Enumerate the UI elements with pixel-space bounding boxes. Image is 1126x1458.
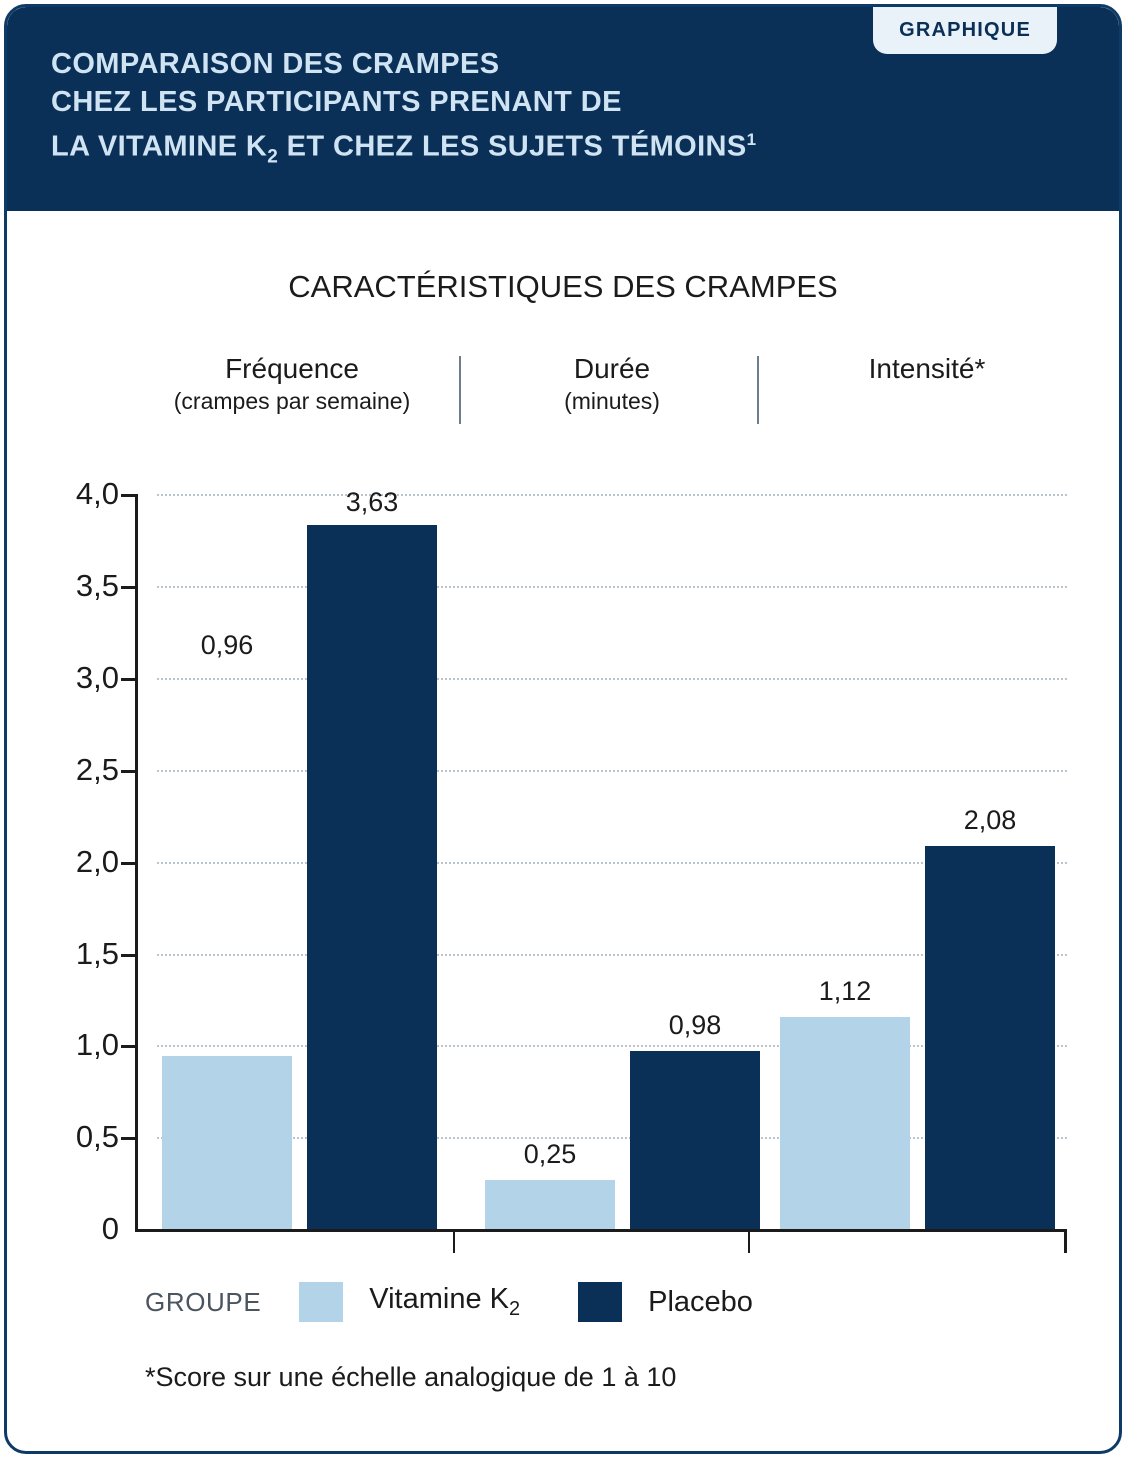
chart-title: CARACTÉRISTIQUES DES CRAMPES [288, 269, 838, 304]
title-line-1: COMPARAISON DES CRAMPES [51, 48, 500, 80]
gridline [157, 586, 1067, 588]
plot-area [75, 476, 1067, 1246]
footnote: *Score sur une échelle analogique de 1 à 10 [145, 1362, 677, 1392]
bar-value-label: 2,08 [963, 805, 1017, 835]
bar-frequence-placebo [307, 525, 437, 1229]
title-line-2: CHEZ LES PARTICIPANTS PRENANT DE [51, 86, 622, 118]
y-tick-mark [121, 1137, 135, 1140]
legend [145, 1282, 795, 1322]
y-tick-mark [121, 954, 135, 957]
badge-graphique: GRAPHIQUE [873, 5, 1057, 54]
title-subscript: 2 [267, 146, 279, 168]
legend-swatch-placebo [578, 1282, 622, 1322]
y-axis [135, 494, 138, 1229]
legend-label-text: Vitamine K [369, 1283, 510, 1316]
y-tick-label: 1,5 [75, 936, 119, 971]
legend-label-subscript: 2 [509, 1297, 521, 1320]
category-header-frequence [127, 352, 457, 416]
bar-intensite-placebo [925, 846, 1055, 1229]
bar-value-label: 3,63 [345, 487, 399, 517]
y-tick-label: 3,0 [75, 660, 119, 695]
y-tick-mark [121, 862, 135, 865]
y-tick-label: 3,5 [75, 568, 119, 603]
bar-duree-vitamine-k2 [485, 1180, 615, 1229]
x-axis-separator-2 [748, 1229, 750, 1253]
y-tick-mark [121, 770, 135, 773]
title-line-3a: LA VITAMINE K [51, 130, 268, 163]
title-line-3b: ET CHEZ LES SUJETS TÉMOINS [278, 130, 747, 163]
category-divider-2 [757, 356, 759, 424]
category-name: Fréquence [225, 353, 359, 384]
y-tick-mark [121, 586, 135, 589]
legend-label-placebo: Placebo [648, 1285, 753, 1318]
y-tick-mark [121, 494, 135, 497]
category-unit: (crampes par semaine) [173, 388, 411, 414]
category-name: Intensité* [868, 353, 986, 384]
x-axis [135, 1229, 1067, 1232]
y-tick-label: 0 [101, 1211, 119, 1246]
y-tick-label: 0,5 [75, 1119, 119, 1154]
y-tick-mark [121, 1045, 135, 1048]
gridline [157, 770, 1067, 772]
bar-value-label: 0,96 [200, 630, 254, 660]
bar-value-label: 0,25 [523, 1139, 577, 1169]
category-unit: (minutes) [564, 388, 660, 414]
category-headers [117, 352, 1077, 432]
category-divider-1 [459, 356, 461, 424]
legend-label-vitamine-k2 [369, 1283, 520, 1321]
category-header-intensite [777, 352, 1077, 386]
gridline [157, 494, 1067, 496]
y-tick-label: 4,0 [75, 476, 119, 511]
bar-value-label: 0,98 [668, 1010, 722, 1040]
title-superscript: 1 [746, 130, 757, 149]
chart-card [4, 4, 1122, 1454]
category-name: Durée [573, 353, 651, 384]
page-title [51, 45, 931, 176]
gridline [157, 678, 1067, 680]
bar-duree-placebo [630, 1051, 760, 1229]
y-tick-label: 1,0 [75, 1027, 119, 1062]
x-axis-separator-1 [453, 1229, 455, 1253]
bar-intensite-vitamine-k2 [780, 1017, 910, 1229]
bar-frequence-vitamine-k2 [162, 1056, 292, 1229]
y-tick-label: 2,0 [75, 844, 119, 879]
y-tick-mark [121, 678, 135, 681]
legend-swatch-vitamine-k2 [299, 1282, 343, 1322]
bar-value-label: 1,12 [818, 976, 872, 1006]
category-header-duree [477, 352, 747, 416]
legend-title: GROUPE [145, 1286, 262, 1317]
card-header [7, 7, 1119, 211]
x-axis-end-tick [1064, 1229, 1067, 1253]
y-tick-label: 2,5 [75, 752, 119, 787]
